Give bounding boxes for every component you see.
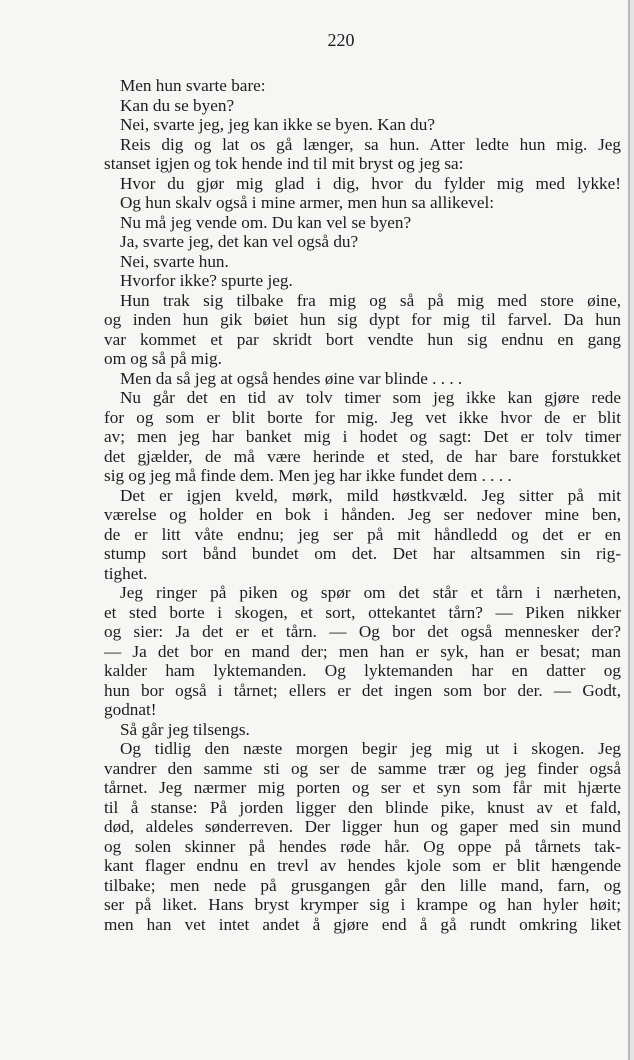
- text-line: Jeg ringer på piken og spør om det står et tårn i nærheten,: [120, 583, 621, 602]
- text-line: Og hun skalv også i mine armer, men hun sa allikevel:: [120, 193, 495, 212]
- text-line: Så går jeg tilsengs.: [120, 719, 250, 739]
- text-line: stump sort bånd bundet om det. Det har altsammen sin rig-: [104, 544, 621, 563]
- body-text: [104, 76, 621, 934]
- text-line: Hun trak sig tilbake fra mig og så på mig med store øine,: [120, 290, 621, 310]
- page-number: 220: [327, 30, 355, 50]
- text-line: men han vet intet andet å gjøre end å gå rundt omkring liket: [104, 914, 621, 934]
- text-line: Ja, svarte jeg, det kan vel også du?: [120, 232, 359, 251]
- text-line: kant flager endnu en trevl av hendes kjole som er blit hængende: [104, 856, 621, 875]
- page-edge: [630, 0, 634, 1060]
- text-line: Det er igjen kveld, mørk, mild høstkvæld. Jeg sitter på mit: [120, 485, 621, 505]
- text-line: og sier: Ja det er et tårn. — Og bor det også mennesker der?: [104, 622, 621, 641]
- text-line: tårnet. Jeg nærmer mig porten og ser et syn som får mit hjærte: [104, 778, 621, 797]
- text-line: Hvor du gjør mig glad i dig, hvor du fylder mig med lykke!: [120, 173, 621, 193]
- text-line: Men hun svarte bare:: [120, 76, 266, 95]
- text-line: av; men jeg har banket mig i hodet og sagt: Det er tolv timer: [104, 427, 621, 446]
- text-line: sig og jeg må finde dem. Men jeg har ikke fundet dem . . . .: [104, 466, 512, 485]
- text-line: for og som er blit borte for mig. Jeg vet ikke hvor de er blit: [104, 407, 621, 427]
- text-line: et sted borte i skogen, et sort, ottekantet tårn? — Piken nikker: [104, 602, 621, 622]
- text-line: vandrer den samme sti og ser de samme trær og jeg finder også: [104, 758, 621, 778]
- text-line: og solen skinner på hendes røde hår. Og oppe på tårnets tak-: [104, 836, 621, 856]
- text-line: Nu går det en tid av tolv timer som jeg ikke kan gjøre rede: [120, 388, 621, 407]
- text-line: Nu må jeg vende om. Du kan vel se byen?: [120, 212, 412, 232]
- text-line: — Ja det bor en mand der; men han er syk, han er besat; man: [104, 641, 621, 661]
- text-line: om og så på mig.: [104, 349, 222, 368]
- text-line: død, aldeles sønderreven. Der ligger hun og gaper med sin mund: [104, 817, 621, 836]
- text-line: godnat!: [104, 700, 157, 719]
- text-line: det gjælder, de må være herinde et sted, de har bare forstukket: [104, 446, 621, 466]
- text-line: tighet.: [104, 563, 148, 583]
- text-line: de er litt våte endnu; jeg ser på mit håndledd og det er en: [104, 524, 621, 544]
- text-line: Nei, svarte jeg, jeg kan ikke se byen. Kan du?: [120, 115, 435, 134]
- text-line: Nei, svarte hun.: [120, 251, 229, 271]
- text-line: var kommet et par skridt bort vendte hun sig endnu en gang: [104, 329, 621, 349]
- text-line: og inden hun gik bøiet hun sig dypt for mig til farvel. Da hun: [104, 310, 621, 329]
- text-line: Reis dig og lat os gå længer, sa hun. Atter ledte hun mig. Jeg: [120, 134, 621, 154]
- text-line: hun bor også i tårnet; ellers er det ingen som bor der. — Godt,: [104, 680, 621, 700]
- text-line: til å stanse: På jorden ligger den blinde pike, knust av et fald,: [104, 797, 621, 817]
- text-line: ser på liket. Hans bryst krymper sig i krampe og han hyler høit;: [104, 895, 621, 914]
- text-line: stanset igjen og tok hende ind til mit bryst og jeg sa:: [104, 154, 464, 173]
- text-line: tilbake; men nede på grusgangen går den lille mand, farn, og: [104, 875, 621, 895]
- text-line: kalder ham lyktemanden. Og lyktemanden har en datter og: [104, 661, 621, 680]
- text-line: værelse og holder en bok i hånden. Jeg ser nedover mine ben,: [104, 505, 621, 524]
- text-line: Hvorfor ikke? spurte jeg.: [120, 271, 293, 290]
- text-line: Men da så jeg at også hendes øine var blinde . . . .: [120, 368, 463, 388]
- text-line: Kan du se byen?: [120, 95, 235, 115]
- text-line: Og tidlig den næste morgen begir jeg mig ut i skogen. Jeg: [120, 739, 621, 758]
